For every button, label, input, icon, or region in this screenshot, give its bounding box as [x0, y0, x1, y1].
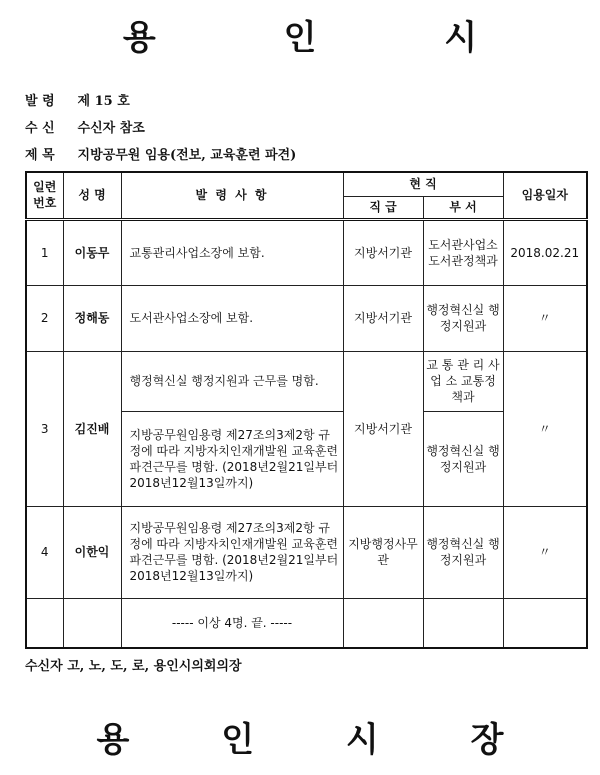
- recipients-line: 수신자 고, 노, 도, 로, 용인시의회의장: [25, 659, 242, 674]
- recipient-label: 수 신: [25, 121, 55, 136]
- header-dept: 부 서: [423, 196, 503, 219]
- row-dept: 행정혁신실 행정지원과: [423, 411, 503, 506]
- row-rank: 지방서기관: [343, 285, 423, 351]
- row-dept: 행정혁신실 행정지원과: [423, 285, 503, 351]
- table-footer: ----- 이상 4명. 끝. -----: [121, 598, 343, 648]
- row-action: 도서관사업소장에 보함.: [121, 285, 343, 351]
- row-dept: 교 통 관 리 사 업 소 교통정책과: [423, 351, 503, 411]
- row-name: 정해동: [63, 285, 121, 351]
- table-row: [26, 506, 587, 598]
- header-title: 용 인 시: [122, 18, 536, 58]
- row-rank: 지방서기관: [343, 351, 423, 506]
- row-dept: 도서관사업소 도서관정책과: [423, 219, 503, 285]
- order-number: [25, 90, 130, 109]
- table-row: [26, 351, 587, 411]
- row-num: 1: [26, 219, 63, 285]
- row-date: 2018.02.21: [503, 219, 587, 285]
- row-name: 이한익: [63, 506, 121, 598]
- row-date: 〃: [503, 285, 587, 351]
- subject-value: 지방공무원 임용(전보, 교육훈련 파견): [77, 148, 297, 163]
- footer-title: 용 인 시 장: [96, 720, 544, 760]
- row-action: 지방공무원임용령 제27조의3제2항 규정에 따라 지방자치인재개발원 교육훈련 파견근무를 명함. (2018년2월21일부터 2018년12월13일까지): [121, 506, 343, 598]
- row-action: 교통관리사업소장에 보함.: [121, 219, 343, 285]
- row-rank: 지방서기관: [343, 219, 423, 285]
- header-action: 발 령 사 항: [121, 172, 343, 219]
- header-rank: 직 급: [343, 196, 423, 219]
- order-value: 제 15 호: [77, 94, 130, 109]
- header-num: 일련번호: [26, 172, 63, 219]
- row-rank: 지방행정사무관: [343, 506, 423, 598]
- row-num: 2: [26, 285, 63, 351]
- order-label: 발 령: [25, 94, 55, 109]
- recipient-value: 수신자 참조: [77, 121, 145, 136]
- row-date: 〃: [503, 506, 587, 598]
- table-row: [26, 285, 587, 351]
- table-row: [26, 219, 587, 285]
- row-date: 〃: [503, 351, 587, 506]
- header-date: 임용일자: [503, 172, 587, 219]
- row-name: 이동무: [63, 219, 121, 285]
- table-footer-row: [26, 598, 587, 648]
- row-dept: 행정혁신실 행정지원과: [423, 506, 503, 598]
- row-num: 4: [26, 506, 63, 598]
- row-num: 3: [26, 351, 63, 506]
- header-current: 현 직: [343, 172, 503, 196]
- row-name: 김진배: [63, 351, 121, 506]
- appointment-table: [25, 171, 588, 649]
- row-action: 행정혁신실 행정지원과 근무를 명함.: [121, 351, 343, 411]
- recipient-line: [25, 117, 145, 136]
- row-action: 지방공무원임용령 제27조의3제2항 규정에 따라 지방자치인재개발원 교육훈련 파견근무를 명함. (2018년2월21일부터 2018년12월13일까지): [121, 411, 343, 506]
- subject-line: [25, 144, 296, 163]
- subject-label: 제 목: [25, 148, 55, 163]
- header-name: 성 명: [63, 172, 121, 219]
